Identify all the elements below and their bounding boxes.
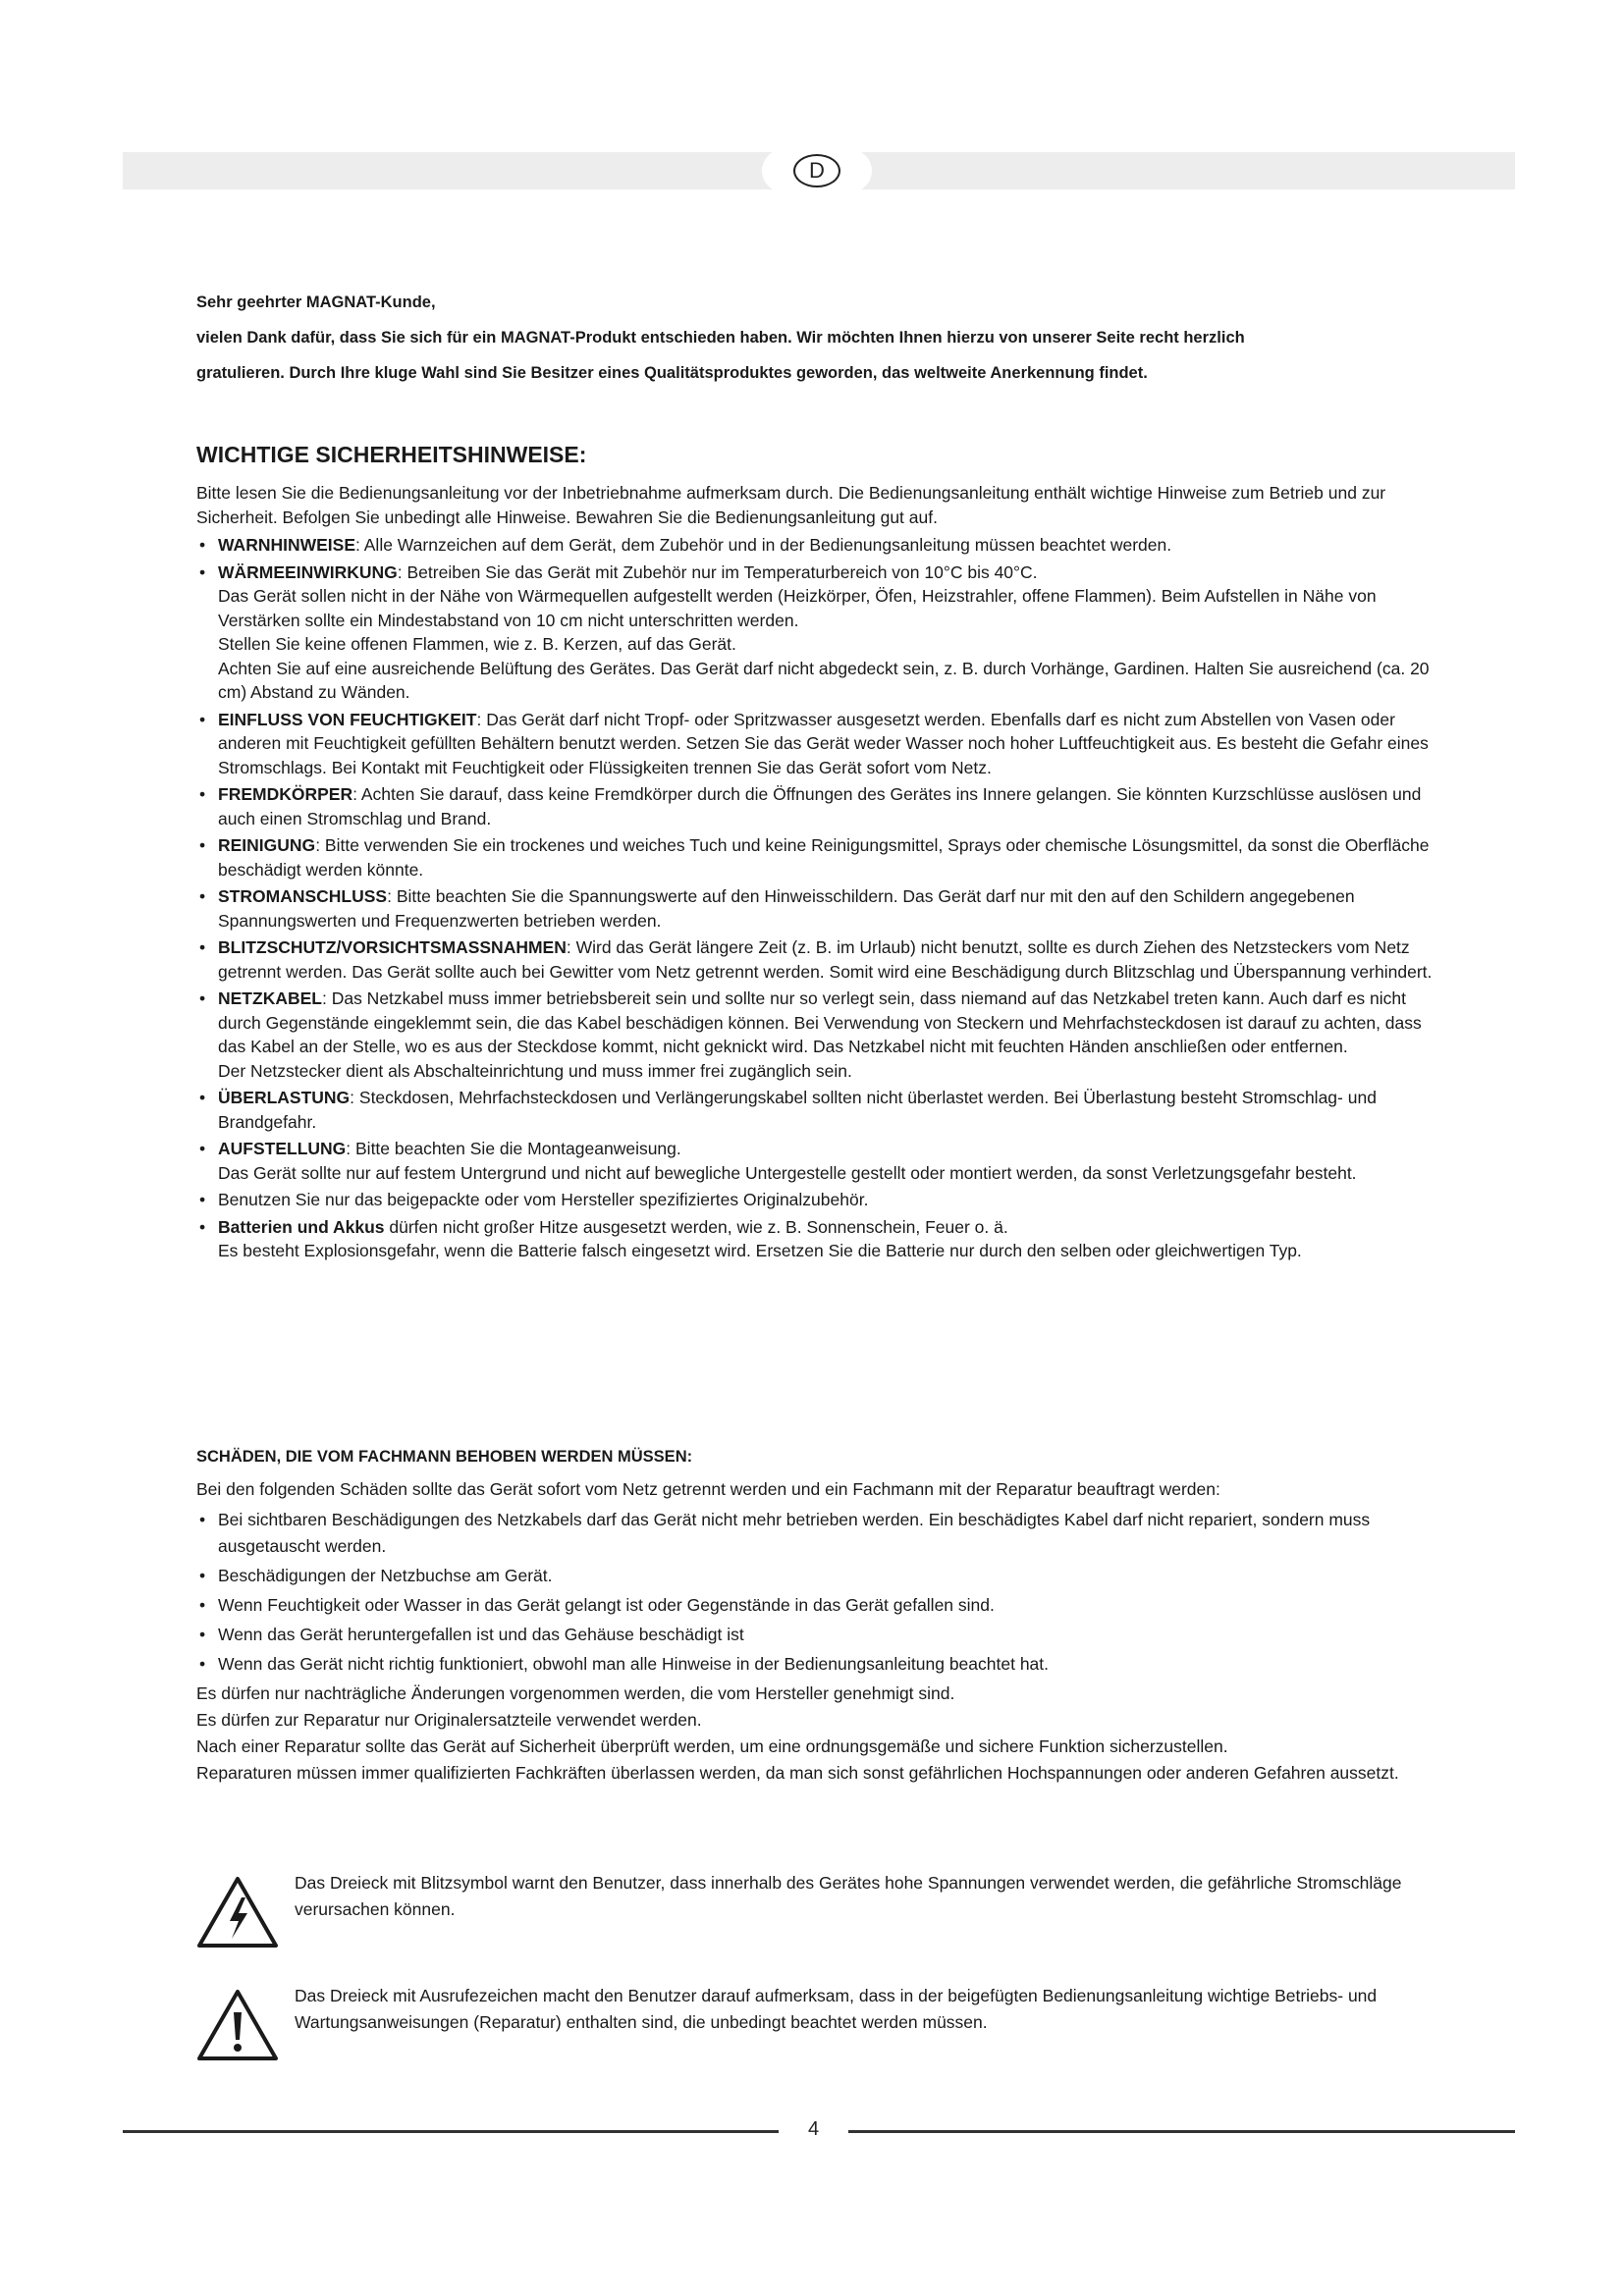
item-text: : Bitte beachten Sie die Montageanweisung.	[346, 1139, 681, 1158]
item-keyword: EINFLUSS VON FEUCHTIGKEIT	[218, 709, 477, 729]
item-text: dürfen nicht großer Hitze ausgesetzt werden, wie z. B. Sonnenschein, Feuer o. ä.	[384, 1216, 1008, 1237]
item-keyword: STROMANSCHLUSS	[218, 886, 388, 906]
item-keyword: WÄRMEEINWIRKUNG	[218, 561, 398, 582]
item-text: : Betreiben Sie das Gerät mit Zubehör nur im Temperaturbereich von 10°C bis 40°C.	[397, 561, 1038, 582]
list-item	[196, 833, 1443, 881]
item-text: : Das Gerät darf nicht Tropf- oder Spritzwasser ausgesetzt werden. Ebenfalls darf es nicht zum Abstellen von Vasen oder anderen mit Feuchtigkeit gefüllten Behältern benutzt werden. Setzen Sie das Gerät weder Wasser noch hoher Luftfeuchtigkeit aus. Es besteht die Gefahr eines Stromschlags. Bei Kontakt mit Feuchtigkeit oder Flüssigkeiten trennen Sie das Gerät sofort vom Netz.	[218, 709, 1429, 777]
item-text: Achten Sie auf eine ausreichende Belüftung des Gerätes. Das Gerät darf nicht abgedeckt sein, z. B. durch Vorhänge, Gardinen. Halten Sie ausreichend (ca. 20 cm) Abstand zu Wänden.	[218, 658, 1430, 702]
list-item	[196, 1188, 1443, 1212]
item-text: : Steckdosen, Mehrfachsteckdosen und Verlängerungskabel sollten nicht überlastet werden. Bei Überlastung besteht Stromschlag- und Brandgefahr.	[218, 1088, 1377, 1132]
damage-note: Reparaturen müssen immer qualifizierten Fachkräften überlassen werden, da man sich sonst gefährlichen Hochspannungen oder anderen Gefahren aussetzt.	[196, 1763, 1399, 1783]
language-label: D	[793, 154, 840, 187]
item-keyword: Batterien und Akkus	[218, 1216, 385, 1237]
intro-line: Sehr geehrter MAGNAT-Kunde,	[196, 294, 436, 311]
item-text: Es besteht Explosionsgefahr, wenn die Batterie falsch eingesetzt wird. Ersetzen Sie die Batterie nur durch den selben oder gleichwertigen Typ.	[218, 1241, 1302, 1260]
intro-line: gratulieren. Durch Ihre kluge Wahl sind Sie Besitzer eines Qualitätsproduktes geworden, das weltweite Anerkennung findet.	[196, 364, 1148, 382]
footer-divider	[123, 2130, 779, 2133]
item-keyword: BLITZSCHUTZ/VORSICHTSMASSNAHMEN	[218, 937, 567, 957]
damage-intro: Bei den folgenden Schäden sollte das Gerät sofort vom Netz getrennt werden und ein Fachmann mit der Reparatur beauftragt werden:	[196, 1479, 1220, 1499]
list-item	[196, 533, 1443, 558]
item-text: Das Gerät sollen nicht in der Nähe von Wärmequellen aufgestellt werden (Heizkörper, Öfen, Heizstrahler, offene Flammen). Beim Aufstellen in Nähe von Verstärken sollte ein Mindestabstand von 10 cm nicht unterschritten werden.	[218, 586, 1377, 630]
damage-note: Es dürfen zur Reparatur nur Originalersatzteile verwendet werden.	[196, 1710, 702, 1730]
item-text: : Wird das Gerät längere Zeit (z. B. im Urlaub) nicht benutzt, sollte es durch Ziehen des Netzsteckers vom Netz getrennt werden. Das Gerät sollte auch bei Gewitter vom Netz getrennt werden. Somit wird eine Beschädigung durch Blitzschlag und Überspannung verhindert.	[218, 937, 1433, 982]
safety-intro: Bitte lesen Sie die Bedienungsanleitung vor der Inbetriebnahme aufmerksam durch. Die Bedienungsanleitung enthält wichtige Hinweise zum Betrieb und zur Sicherheit. Befolgen Sie unbedingt alle Hinweise. Bewahren Sie die Bedienungsanleitung gut auf.	[196, 483, 1386, 527]
list-item: • Wenn das Gerät heruntergefallen ist und das Gehäuse beschädigt ist	[196, 1622, 1443, 1648]
list-item	[196, 708, 1443, 780]
footer-divider	[848, 2130, 1515, 2133]
item-keyword: REINIGUNG	[218, 835, 316, 855]
item-text: : Achten Sie darauf, dass keine Fremdkörper durch die Öffnungen des Gerätes ins Innere gelangen. Sie könnten Kurzschlüsse auslösen und auch einen Stromschlag und Brand.	[218, 784, 1422, 828]
item-text: : Bitte beachten Sie die Spannungswerte auf den Hinweisschildern. Das Gerät darf nur mit den auf den Schildern angegebenen Spannungswerten und Frequenzwerten betrieben werden.	[218, 886, 1355, 931]
item-text: : Das Netzkabel muss immer betriebsbereit sein und sollte nur so verlegt sein, dass niemand auf das Netzkabel treten kann. Auch darf es nicht durch Gegenstände eingeklemmt sein, die das Kabel beschädigen können. Bei Verwendung von Steckern und Mehrfachsteckdosen ist darauf zu achten, dass das Kabel an der Stelle, wo es aus der Steckdose kommt, nicht geknickt wird. Das Netzkabel nicht mit feuchten Händen anschließen oder entfernen.	[218, 988, 1422, 1056]
item-text: : Alle Warnzeichen auf dem Gerät, dem Zubehör und in der Bedienungsanleitung müssen beachtet werden.	[355, 535, 1172, 555]
exclamation-warning-text: Das Dreieck mit Ausrufezeichen macht den Benutzer darauf aufmerksam, dass in der beigefügten Bedienungsanleitung wichtige Betriebs- und Wartungsanweisungen (Reparatur) enthalten sind, die unbedingt beachtet werden müssen.	[295, 1986, 1378, 2032]
list-item	[196, 561, 1443, 705]
safety-title: WICHTIGE SICHERHEITSHINWEISE:	[196, 442, 587, 467]
item-text: : Bitte verwenden Sie ein trockenes und weiches Tuch und keine Reinigungsmittel, Sprays oder chemische Lösungsmittel, da sonst die Oberfläche beschädigt werden könnte.	[218, 835, 1430, 880]
list-item: • Wenn das Gerät nicht richtig funktioniert, obwohl man alle Hinweise in der Bedienungsanleitung beachtet hat.	[196, 1651, 1443, 1678]
item-keyword: NETZKABEL	[218, 988, 322, 1008]
lightning-triangle-icon	[196, 1876, 279, 1949]
safety-section	[196, 440, 1443, 1266]
item-keyword: WARNHINWEISE	[218, 535, 355, 555]
list-item	[196, 782, 1443, 830]
damage-section	[196, 1443, 1443, 1787]
page-number: 4	[807, 2118, 820, 2140]
item-keyword: AUFSTELLUNG	[218, 1139, 347, 1158]
list-item: • Wenn Feuchtigkeit oder Wasser in das Gerät gelangt ist oder Gegenstände in das Gerät gefallen sind.	[196, 1592, 1443, 1619]
damage-title: SCHÄDEN, DIE VOM FACHMANN BEHOBEN WERDEN MÜSSEN:	[196, 1448, 693, 1466]
list-item	[196, 1137, 1443, 1185]
exclamation-warning	[196, 1983, 1463, 2071]
item-text: Stellen Sie keine offenen Flammen, wie z. B. Kerzen, auf das Gerät.	[218, 634, 736, 654]
lightning-warning-text: Das Dreieck mit Blitzsymbol warnt den Benutzer, dass innerhalb des Gerätes hohe Spannungen verwendet werden, die gefährliche Stromschläge verursachen können.	[295, 1873, 1402, 1919]
list-item	[196, 935, 1443, 984]
list-item: • Beschädigungen der Netzbuchse am Gerät.	[196, 1563, 1443, 1589]
item-text: Benutzen Sie nur das beigepackte oder vom Hersteller spezifiziertes Originalzubehör.	[218, 1190, 869, 1209]
item-text: Das Gerät sollte nur auf festem Untergrund und nicht auf bewegliche Untergestelle gestellt oder montiert werden, da sonst Verletzungsgefahr besteht.	[218, 1162, 1357, 1183]
damage-note: Nach einer Reparatur sollte das Gerät auf Sicherheit überprüft werden, um eine ordnungsgemäße und sichere Funktion sicherzustellen.	[196, 1736, 1228, 1756]
lightning-warning	[196, 1870, 1463, 1958]
damage-note: Es dürfen nur nachträgliche Änderungen vorgenommen werden, die vom Hersteller genehmigt sind.	[196, 1683, 955, 1703]
item-keyword: ÜBERLASTUNG	[218, 1088, 351, 1107]
list-item	[196, 1215, 1443, 1263]
exclamation-triangle-icon	[196, 1989, 279, 2061]
intro-greeting	[196, 285, 1473, 391]
damage-list	[196, 1507, 1443, 1678]
item-keyword: FREMDKÖRPER	[218, 784, 353, 804]
item-text: Der Netzstecker dient als Abschalteinrichtung und muss immer frei zugänglich sein.	[218, 1060, 852, 1081]
intro-line: vielen Dank dafür, dass Sie sich für ein MAGNAT-Produkt entschieden haben. Wir möchten Ihnen hierzu von unserer Seite recht herzlich	[196, 329, 1245, 347]
list-item	[196, 1086, 1443, 1134]
list-item	[196, 987, 1443, 1083]
list-item	[196, 884, 1443, 933]
safety-list	[196, 533, 1443, 1263]
list-item: • Bei sichtbaren Beschädigungen des Netzkabels darf das Gerät nicht mehr betrieben werden. Ein beschädigtes Kabel darf nicht repariert, sondern muss ausgetauscht werden.	[196, 1507, 1443, 1560]
